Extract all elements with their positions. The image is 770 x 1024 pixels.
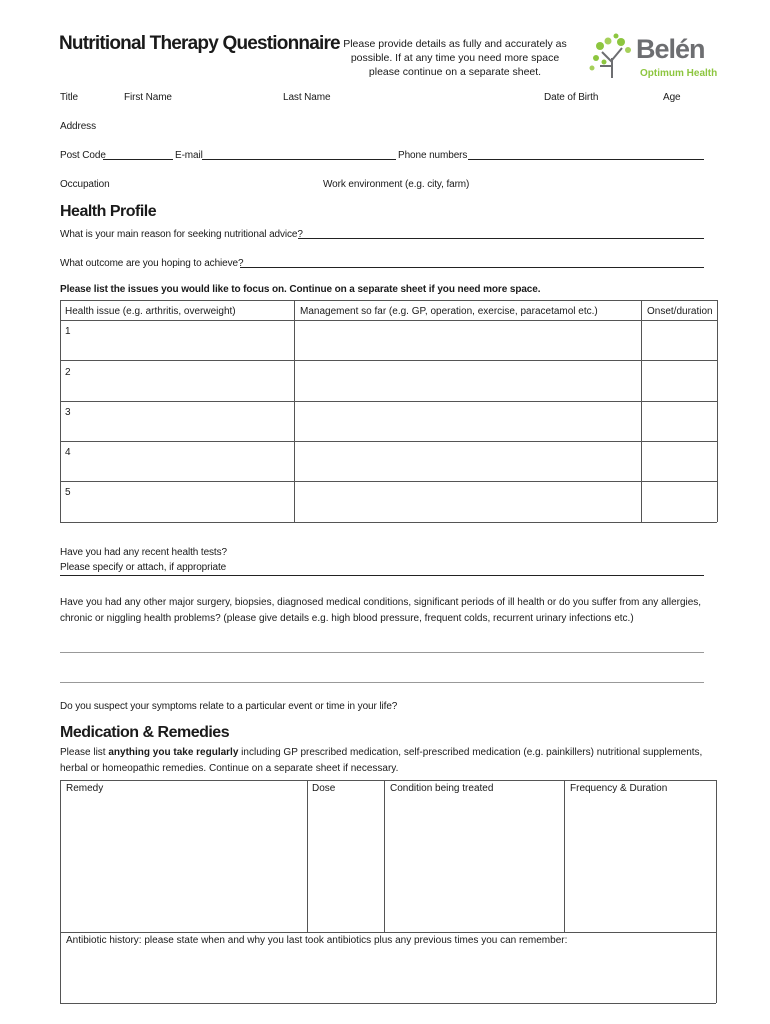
address-label: Address bbox=[60, 121, 96, 132]
phone-label: Phone numbers bbox=[398, 150, 468, 161]
table-header-remedy: Remedy bbox=[66, 783, 104, 794]
tests-answer-line[interactable] bbox=[60, 575, 704, 576]
work-environment-label: Work environment (e.g. city, farm) bbox=[323, 179, 470, 190]
surgery-answer-line[interactable] bbox=[60, 682, 704, 683]
logo-subtitle: Optimum Health bbox=[640, 68, 718, 79]
intro-text: including GP prescribed medication, self-prescribed medication (e.g. painkillers) nutritional supplements, herbal or homeopathic remedies. Continue on a separate sheet if necessary. bbox=[60, 747, 703, 774]
logo-name: Belén bbox=[636, 34, 705, 64]
intro-emphasis: anything you take regularly bbox=[108, 747, 239, 758]
medication-intro bbox=[60, 745, 710, 777]
row-number: 4 bbox=[65, 447, 71, 458]
age-label: Age bbox=[663, 92, 681, 103]
instructions-note: Please provide details as fully and accurately as possible. If at any time you need more space please continue on a separate sheet. bbox=[343, 38, 567, 78]
medication-heading: Medication & Remedies bbox=[60, 724, 230, 741]
post-code-field[interactable] bbox=[103, 159, 173, 160]
medication-table bbox=[60, 780, 716, 1003]
last-name-label: Last Name bbox=[283, 92, 331, 103]
table-header-onset: Onset/duration bbox=[647, 306, 713, 317]
outcome-question: What outcome are you hoping to achieve? bbox=[60, 258, 244, 269]
surgery-question: Have you had any other major surgery, biopsies, diagnosed medical conditions, significant periods of ill health or do you suffer from any allergies, chronic or niggling health problems? (please give details e.g. high blood pressure, frequent colds, recurrent urinary infections etc.) bbox=[60, 597, 702, 624]
antibiotic-history-label: Antibiotic history: please state when and why you last took antibiotics plus any previous times you can remember: bbox=[66, 935, 568, 946]
row-number: 2 bbox=[65, 367, 71, 378]
issues-instruction: Please list the issues you would like to focus on. Continue on a separate sheet if you need more space. bbox=[60, 284, 541, 295]
first-name-label: First Name bbox=[124, 92, 172, 103]
post-code-label: Post Code bbox=[60, 150, 106, 161]
event-question: Do you suspect your symptoms relate to a particular event or time in your life? bbox=[60, 701, 398, 712]
intro-text: Please list bbox=[60, 747, 109, 758]
reason-question: What is your main reason for seeking nutritional advice? bbox=[60, 229, 303, 240]
table-header-health-issue: Health issue (e.g. arthritis, overweight) bbox=[65, 306, 236, 317]
row-number: 5 bbox=[65, 487, 71, 498]
tree-icon bbox=[588, 32, 636, 80]
table-header-management: Management so far (e.g. GP, operation, exercise, paracetamol etc.) bbox=[300, 306, 598, 317]
health-profile-heading: Health Profile bbox=[60, 203, 157, 220]
email-field[interactable] bbox=[202, 159, 396, 160]
email-label: E-mail bbox=[175, 150, 203, 161]
phone-field[interactable] bbox=[468, 159, 704, 160]
health-issues-table bbox=[60, 300, 717, 522]
row-number: 1 bbox=[65, 326, 71, 337]
surgery-answer-line[interactable] bbox=[60, 652, 704, 653]
tests-specify: Please specify or attach, if appropriate bbox=[60, 562, 227, 573]
page-title: Nutritional Therapy Questionnaire bbox=[59, 33, 340, 54]
reason-answer-line[interactable] bbox=[298, 238, 704, 239]
row-number: 3 bbox=[65, 407, 71, 418]
table-header-dose: Dose bbox=[312, 783, 336, 794]
brand-logo bbox=[588, 30, 718, 84]
outcome-answer-line[interactable] bbox=[240, 267, 704, 268]
occupation-label: Occupation bbox=[60, 179, 110, 190]
dob-label: Date of Birth bbox=[544, 92, 599, 103]
table-header-condition: Condition being treated bbox=[390, 783, 494, 794]
title-label: Title bbox=[60, 92, 79, 103]
table-header-frequency: Frequency & Duration bbox=[570, 783, 668, 794]
tests-question: Have you had any recent health tests? bbox=[60, 547, 227, 558]
